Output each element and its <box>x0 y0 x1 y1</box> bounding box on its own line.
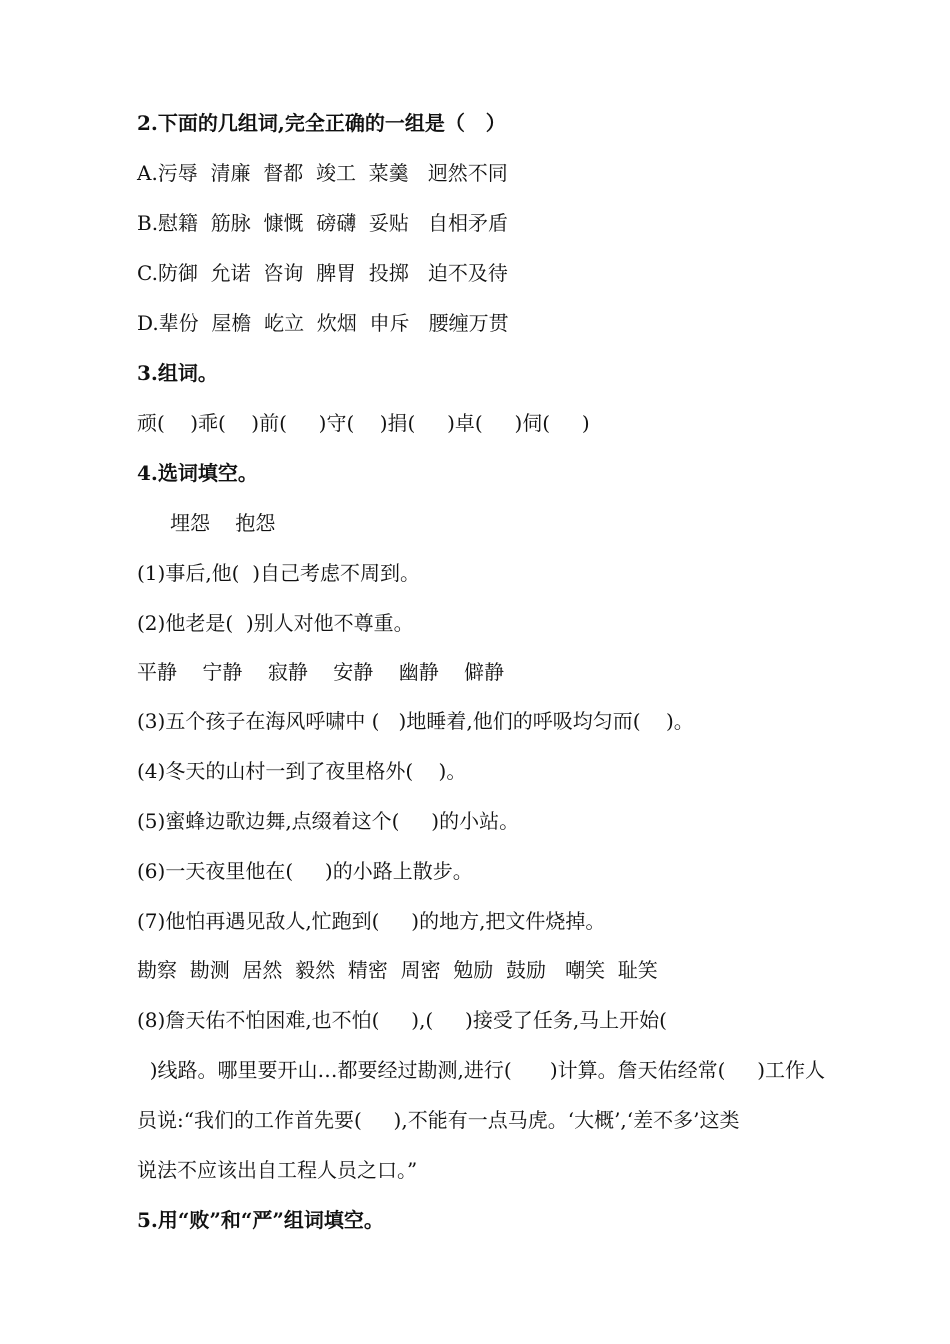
question-3-title: 3.组词。 <box>137 361 218 385</box>
question-3-blanks: 顽( )乖( )前( )守( )捐( )卓( )伺( ) <box>137 411 590 435</box>
sentence-8-line-2: )线路。哪里要开山…都要经过勘测,进行( )计算。詹天佑经常( )工作人 <box>137 1058 826 1082</box>
sentence-4: (4)冬天的山村一到了夜里格外( )。 <box>137 759 467 783</box>
question-2-title: 2.下面的几组词,完全正确的一组是（ ） <box>137 111 506 135</box>
sentence-8-line-3: 员说:“我们的工作首先要( ),不能有一点马虎。‘大概’,‘差不多’这类 <box>137 1108 740 1132</box>
sentence-2: (2)他老是( )别人对他不尊重。 <box>137 611 414 635</box>
sentence-5: (5)蜜蜂边歌边舞,点缀着这个( )的小站。 <box>137 809 520 833</box>
word-bank-2: 平静 宁静 寂静 安静 幽静 僻静 <box>137 660 505 684</box>
sentence-3: (3)五个孩子在海风呼啸中 ( )地睡着,他们的呼吸均匀而( )。 <box>137 709 694 733</box>
sentence-8-line-1: (8)詹天佑不怕困难,也不怕( ),( )接受了任务,马上开始( <box>137 1008 667 1032</box>
option-d: D.辈份 屋檐 屹立 炊烟 申斥 腰缠万贯 <box>137 311 509 335</box>
option-a: A.污辱 清廉 督都 竣工 菜羹 迥然不同 <box>137 161 508 185</box>
question-5-title: 5.用“败”和“严”组词填空。 <box>137 1208 384 1232</box>
option-b: B.慰籍 筋脉 慷慨 磅礴 妥贴 自相矛盾 <box>137 211 508 235</box>
sentence-6: (6)一天夜里他在( )的小路上散步。 <box>137 859 473 883</box>
word-bank-3: 勘察 勘测 居然 毅然 精密 周密 勉励 鼓励 嘲笑 耻笑 <box>137 958 658 982</box>
sentence-7: (7)他怕再遇见敌人,忙跑到( )的地方,把文件烧掉。 <box>137 909 606 933</box>
question-4-title: 4.选词填空。 <box>137 461 258 485</box>
word-bank-1: 埋怨 抱怨 <box>170 511 276 535</box>
sentence-8-line-4: 说法不应该出自工程人员之口。” <box>137 1158 418 1182</box>
option-c: C.防御 允诺 咨询 脾胃 投掷 迫不及待 <box>137 261 508 285</box>
sentence-1: (1)事后,他( )自己考虑不周到。 <box>137 561 421 585</box>
